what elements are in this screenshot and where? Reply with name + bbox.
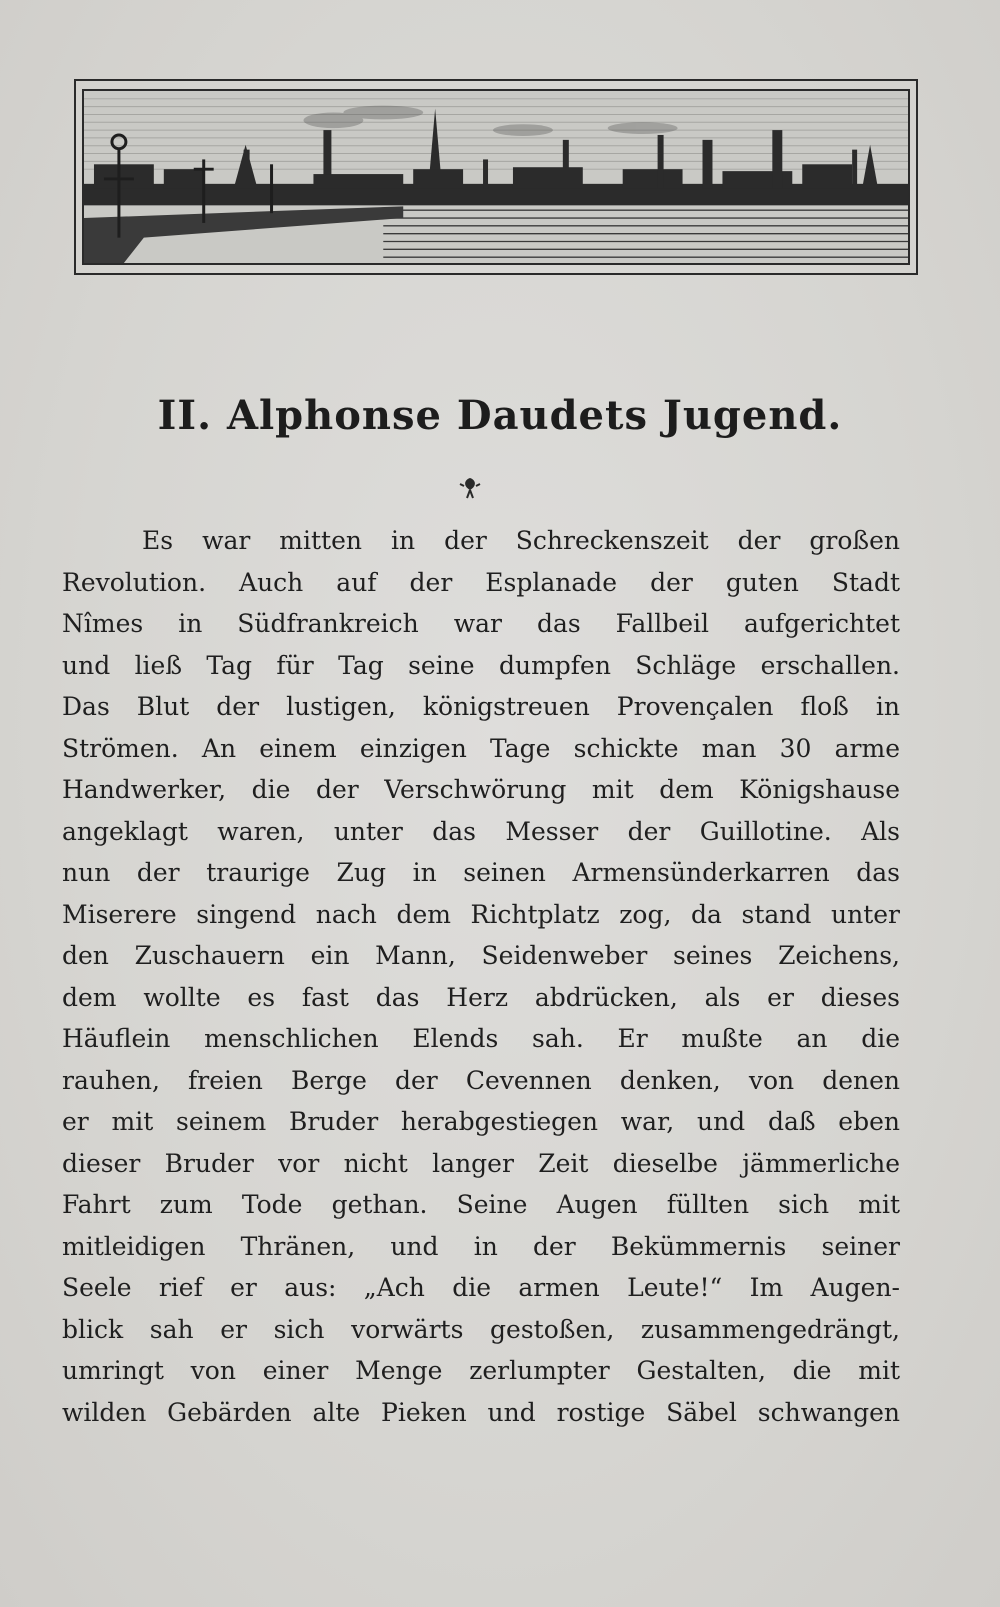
text-line — [62, 645, 900, 687]
text-line — [62, 852, 900, 894]
text-line-content: dieser Bruder vor nicht langer Zeit dieselbe jämmerliche — [62, 1148, 900, 1178]
text-line — [62, 1350, 900, 1392]
text-line — [62, 935, 900, 977]
text-line-content: er mit seinem Bruder herabgestiegen war, und daß eben — [62, 1107, 900, 1136]
text-line — [62, 1018, 900, 1060]
text-line-content: Handwerker, die der Verschwörung mit dem Königshause — [62, 775, 900, 804]
header-illustration-frame — [74, 79, 918, 275]
text-line-content: den Zuschauern ein Mann, Seidenweber seines Zeichens, — [62, 941, 900, 970]
text-line — [62, 562, 900, 604]
chapter-body-text — [62, 520, 900, 1433]
text-line — [62, 603, 900, 645]
text-line — [62, 520, 900, 562]
text-line-content: Strömen. An einem einzigen Tage schickte man 30 arme — [62, 733, 900, 763]
text-line-content: Es war mitten in der Schreckenszeit der großen — [142, 526, 900, 555]
text-line — [62, 1143, 900, 1185]
text-line-content: Miserere singend nach dem Richtplatz zog, da stand unter — [62, 899, 900, 929]
chapter-title: II. Alphonse Daudets Jugend. — [157, 392, 843, 439]
text-line-content: rauhen, freien Berge der Cevennen denken, von denen — [62, 1065, 900, 1095]
text-line — [62, 728, 900, 770]
text-line — [62, 769, 900, 811]
text-line-content: mitleidigen Thränen, und in der Bekümmernis seiner — [62, 1231, 900, 1261]
text-line-content: Häuflein menschlichen Elends sah. Er mußte an die — [62, 1024, 900, 1053]
text-line — [62, 811, 900, 853]
text-line — [62, 1226, 900, 1268]
text-line-content: Revolution. Auch auf der Esplanade der guten Stadt — [62, 567, 900, 597]
text-line — [62, 1392, 900, 1434]
text-line-content: Nîmes in Südfrankreich war das Fallbeil aufgerichtet — [62, 609, 900, 638]
text-line — [62, 686, 900, 728]
text-line — [62, 1267, 900, 1309]
text-line-content: Das Blut der lustigen, königstreuen Provençalen floß in — [62, 692, 900, 721]
text-line-content: nun der traurige Zug in seinen Armensünderkarren das — [62, 858, 900, 887]
text-line — [62, 977, 900, 1019]
text-line-content: umringt von einer Menge zerlumpter Gestalten, die mit — [62, 1356, 900, 1385]
text-line-content: Fahrt zum Tode gethan. Seine Augen füllten sich mit — [62, 1190, 900, 1219]
fleuron-ornament-icon — [455, 472, 485, 502]
text-line-content: Seele rief er aus: „Ach die armen Leute!“ Im Augen- — [62, 1273, 900, 1302]
text-line — [62, 1184, 900, 1226]
text-line — [62, 1309, 900, 1351]
text-line-content: angeklagt waren, unter das Messer der Guillotine. Als — [62, 816, 900, 846]
industrial-skyline-icon — [82, 89, 910, 265]
text-line-content: wilden Gebärden alte Pieken und rostige Säbel schwangen — [62, 1397, 900, 1427]
text-line — [62, 894, 900, 936]
text-line-content: blick sah er sich vorwärts gestoßen, zusammengedrängt, — [62, 1314, 900, 1344]
text-line — [62, 1101, 900, 1143]
text-line-content: dem wollte es fast das Herz abdrücken, als er dieses — [62, 982, 900, 1012]
text-line — [62, 1060, 900, 1102]
text-line-content: und ließ Tag für Tag seine dumpfen Schläge erschallen. — [62, 650, 900, 680]
